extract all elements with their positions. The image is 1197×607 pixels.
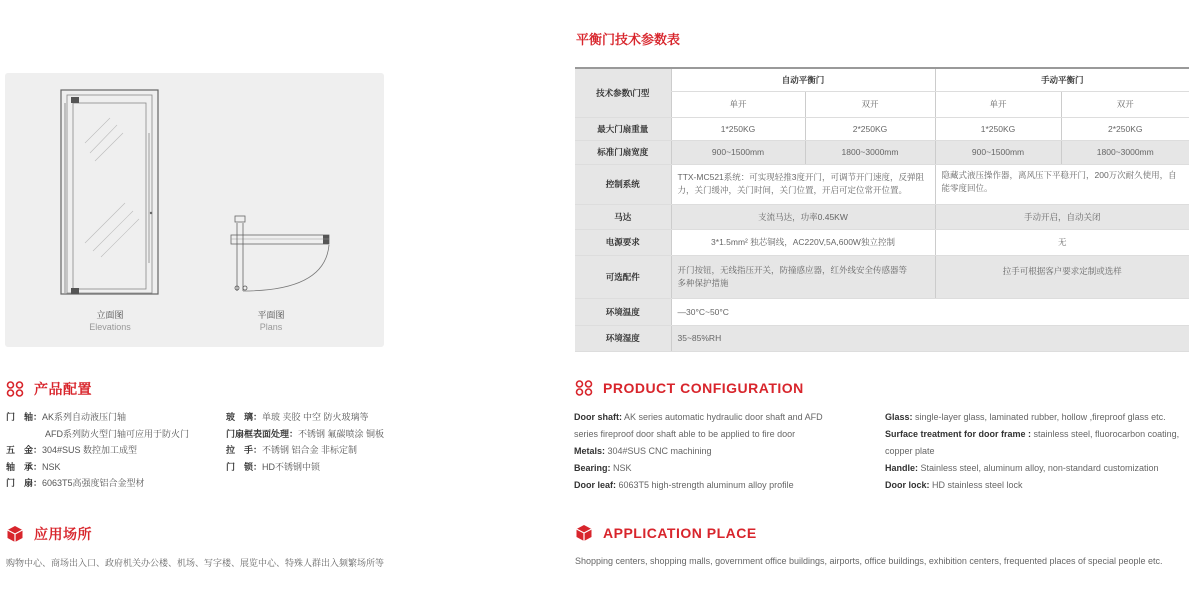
col-manual-single: 单开 [935, 91, 1061, 117]
cell: 1*250KG [935, 117, 1061, 140]
config-key: Bearing: [574, 463, 611, 473]
config-cn-right [226, 409, 384, 475]
plan-caption [239, 309, 303, 333]
plan-title-en: Plans [259, 322, 283, 332]
app-cn-header [6, 524, 92, 544]
config-cn-row [226, 442, 384, 459]
config-en-row [885, 443, 1193, 460]
row-label: 标准门扇宽度 [575, 140, 671, 164]
cube-icon [6, 525, 24, 543]
config-value: NSK [610, 463, 632, 473]
table-row [575, 255, 1189, 298]
elevation-drawing [5, 73, 384, 347]
config-value: single-layer glass, laminated rubber, hollow ,fireproof glass etc. [912, 412, 1166, 422]
config-cn-row [226, 426, 384, 443]
cell: 拉手可根据客户要求定制或选样 [935, 255, 1189, 298]
cube-icon [575, 524, 593, 542]
config-en-row [885, 426, 1193, 443]
row-label: 环境温度 [575, 298, 671, 325]
app-en-header [575, 524, 757, 542]
table-row [575, 164, 1189, 204]
config-en-row [574, 426, 823, 443]
config-key: Metals: [574, 446, 606, 456]
config-key: 门 锁： [226, 461, 263, 472]
elevation-title-en: Elevations [89, 322, 131, 332]
table-head-label: 技术参数\门型 [575, 68, 671, 117]
cell: 隐藏式液压操作器，离风压下平稳开门，200万次耐久使用，自能零度回位。 [935, 164, 1189, 204]
app-en-title: APPLICATION PLACE [603, 525, 757, 541]
cell: 900~1500mm [935, 140, 1061, 164]
row-label: 环境湿度 [575, 325, 671, 351]
row-label: 控制系统 [575, 164, 671, 204]
config-value: series fireproof door shaft able to be applied to fire door [574, 429, 796, 439]
spec-table [575, 67, 1189, 352]
app-cn-text: 购物中心、商场出入口、政府机关办公楼、机场、写字楼、展览中心、特殊人群出入频繁场所等 [6, 558, 385, 568]
config-cn-row [226, 459, 384, 476]
config-cn-title: 产品配置 [34, 381, 92, 397]
config-en-right [885, 409, 1193, 494]
config-key: Glass: [885, 412, 913, 422]
cell: 开门按钮，无线指压开关，防撞感应器，红外线安全传感器等多种保护措施 [671, 255, 935, 298]
cell: 900~1500mm [671, 140, 805, 164]
config-value: AK系列自动液压门轴 [42, 412, 127, 422]
config-en-row [885, 409, 1193, 426]
cell: 1*250KG [671, 117, 805, 140]
config-value: 不锈钢 氟碳喷涂 铜板 [298, 428, 385, 439]
config-value: NSK [42, 461, 61, 472]
table-row [575, 117, 1189, 140]
cell: 3*1.5mm² 独芯铜线，AC220V,5A,600W独立控制 [671, 229, 935, 255]
config-key: Handle: [885, 463, 919, 473]
config-key: 轴 承： [6, 461, 43, 472]
config-en-row [574, 477, 823, 494]
cell: —30°C~50°C [671, 298, 1189, 325]
config-cn-row [6, 475, 189, 492]
cell: 2*250KG [1061, 117, 1189, 140]
row-label: 马达 [575, 204, 671, 229]
config-key: 门扇框表面处理： [226, 428, 299, 439]
row-label: 电源要求 [575, 229, 671, 255]
row-label: 可选配件 [575, 255, 671, 298]
config-icon [575, 380, 593, 396]
cell: TTX-MC521系统：可实现轻推3度开门，可调节开门速度，反弹阻力，关门缓冲，关门时间，关门位置，开启可定位常开位置。 [671, 164, 935, 204]
table-row [575, 229, 1189, 255]
config-key: 拉 手： [226, 445, 263, 455]
col-manual: 手动平衡门 [935, 68, 1189, 91]
config-cn-row [6, 442, 189, 459]
config-key: 门 轴： [6, 412, 43, 422]
table-row [575, 140, 1189, 164]
config-value: 单玻 夹胶 中空 防火玻璃等 [262, 412, 369, 422]
config-cn-row [6, 426, 189, 443]
config-value: 304#SUS 数控加工成型 [42, 445, 138, 455]
config-key: 五 金： [6, 445, 43, 455]
config-key: Door lock: [885, 480, 930, 490]
table-row [575, 325, 1189, 351]
col-manual-double: 双开 [1061, 91, 1189, 117]
config-value: 6063T5 high-strength aluminum alloy profile [616, 480, 794, 490]
config-en-row [574, 409, 823, 426]
cell: 2*250KG [805, 117, 935, 140]
config-en-header [575, 380, 804, 396]
table-title: 平衡门技术参数表 [576, 32, 681, 47]
app-en-text: Shopping centers, shopping malls, government office buildings, airports, office buildings, exhibition centers, frequented places of special people etc. [575, 556, 1163, 566]
config-value: copper plate [885, 446, 935, 456]
config-en-row [574, 460, 823, 477]
col-auto-single: 单开 [671, 91, 805, 117]
elevation-caption [78, 309, 142, 333]
elevation-title: 立面图 [96, 310, 124, 320]
config-cn-row [6, 459, 189, 476]
config-value: 304#SUS CNC machining [605, 446, 712, 456]
config-value: AK series automatic hydraulic door shaft and AFD [622, 412, 823, 422]
plan-title: 平面图 [257, 310, 285, 320]
table-row [575, 204, 1189, 229]
col-auto-double: 双开 [805, 91, 935, 117]
app-cn-title: 应用场所 [34, 526, 92, 542]
config-key: Surface treatment for door frame : [885, 429, 1032, 439]
config-key: 玻 璃： [226, 412, 263, 422]
config-cn-left [6, 409, 189, 492]
config-cn-header [6, 379, 92, 399]
col-auto: 自动平衡门 [671, 68, 935, 91]
drawing-panel [5, 73, 384, 347]
config-value: HD stainless steel lock [929, 480, 1023, 490]
config-value: stainless steel, fluorocarbon coating, [1031, 429, 1180, 439]
config-en-title: PRODUCT CONFIGURATION [603, 380, 804, 396]
cell: 1800~3000mm [1061, 140, 1189, 164]
config-key: Door leaf: [574, 480, 617, 490]
cell: 手动开启，自动关闭 [935, 204, 1189, 229]
table-row [575, 298, 1189, 325]
config-cn-row [226, 409, 384, 426]
config-value: HD不锈钢中锁 [262, 461, 321, 472]
config-value: AFD系列防火型门轴可应用于防火门 [45, 428, 190, 439]
config-en-row [574, 443, 823, 460]
config-icon [6, 381, 24, 397]
config-value: Stainless steel, aluminum alloy, non-standard customization [918, 463, 1159, 473]
row-label: 最大门扇重量 [575, 117, 671, 140]
config-en-left [574, 409, 823, 494]
cell: 无 [935, 229, 1189, 255]
config-key: 门 扇： [6, 478, 43, 488]
cell: 35~85%RH [671, 325, 1189, 351]
config-en-row [885, 460, 1193, 477]
config-cn-row [6, 409, 189, 426]
cell: 支流马达，功率0.45KW [671, 204, 935, 229]
config-value: 不锈钢 铝合金 非标定制 [262, 445, 358, 455]
config-key: Door shaft: [574, 412, 622, 422]
config-value: 6063T5高强度铝合金型材 [42, 478, 145, 488]
cell: 1800~3000mm [805, 140, 935, 164]
config-en-row [885, 477, 1193, 494]
